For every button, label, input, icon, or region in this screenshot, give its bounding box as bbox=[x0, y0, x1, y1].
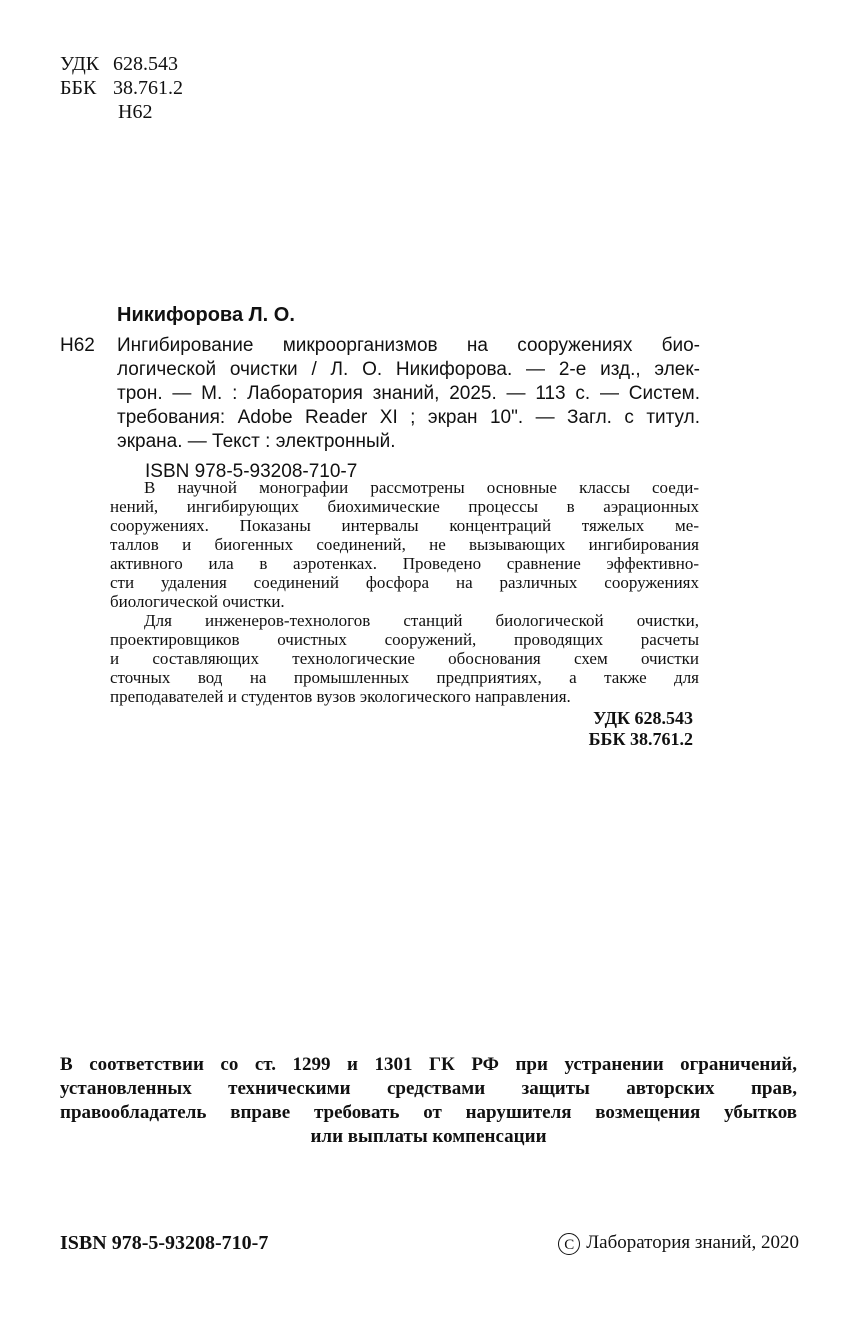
entry-author-mark: Н62 bbox=[60, 335, 95, 356]
annotation-line: сточных вод на промышленных предприятиях, а также для bbox=[110, 668, 699, 687]
annotation-line: проектировщиков очистных сооружений, проводящих расчеты bbox=[110, 630, 699, 649]
bbk-label: ББК bbox=[60, 77, 97, 99]
bibliographic-entry bbox=[60, 334, 700, 454]
entry-line: логической очистки / Л. О. Никифорова. — 2-е изд., элек- bbox=[117, 359, 700, 380]
annotation-line: активного ила в аэротенках. Проведено сравнение эффективно- bbox=[110, 554, 699, 573]
annotation-codes bbox=[110, 708, 699, 750]
annotation-line: сооружениях. Показаны интервалы концентраций тяжелых ме- bbox=[110, 516, 699, 535]
entry-line: трон. — М. : Лаборатория знаний, 2025. — 113 с. — Систем. bbox=[117, 383, 700, 404]
bbk-value: 38.761.2 bbox=[113, 77, 183, 99]
footer-isbn: ISBN 978-5-93208-710-7 bbox=[60, 1232, 269, 1254]
udk-value: 628.543 bbox=[113, 53, 178, 75]
bibliographic-record bbox=[60, 303, 700, 484]
entry-line: Ингибирование микроорганизмов на сооружениях био- bbox=[117, 335, 700, 356]
annotation-bbk: ББК 38.761.2 bbox=[588, 729, 693, 749]
annotation-udk: УДК 628.543 bbox=[593, 708, 693, 728]
entry-line: требования: Adobe Reader XI ; экран 10". — Загл. с титул. bbox=[117, 407, 700, 428]
entry-isbn: ISBN 978-5-93208-710-7 bbox=[145, 461, 358, 482]
udk-label: УДК bbox=[60, 53, 100, 75]
annotation-line: биологической очистки. bbox=[110, 592, 285, 611]
copyright-icon: C bbox=[558, 1233, 580, 1255]
author-name: Никифорова Л. О. bbox=[117, 304, 295, 326]
classification-codes bbox=[60, 52, 183, 124]
notice-line: В соответствии со ст. 1299 и 1301 ГК РФ при устранении ограничений, bbox=[60, 1054, 797, 1075]
notice-line: или выплаты компенсации bbox=[310, 1126, 547, 1147]
annotation-line: Для инженеров-технологов станций биологической очистки, bbox=[144, 611, 699, 630]
footer-copyright bbox=[558, 1232, 799, 1255]
annotation-line: и составляющих технологические обоснования схем очистки bbox=[110, 649, 699, 668]
author-mark: Н62 bbox=[118, 101, 153, 123]
notice-line: установленных техническими средствами защиты авторских прав, bbox=[60, 1078, 797, 1099]
copyright-notice bbox=[60, 1053, 797, 1149]
entry-line: экрана. — Текст : электронный. bbox=[117, 431, 396, 452]
annotation-line: преподавателей и студентов вузов экологического направления. bbox=[110, 687, 571, 706]
annotation-line: В научной монографии рассмотрены основные классы соеди- bbox=[144, 478, 699, 497]
annotation-line: сти удаления соединений фосфора на различных сооружениях bbox=[110, 573, 699, 592]
annotation-line: нений, ингибирующих биохимические процессы в аэрационных bbox=[110, 497, 699, 516]
udk-row bbox=[60, 52, 183, 76]
bbk-row bbox=[60, 76, 183, 100]
annotation bbox=[110, 478, 699, 750]
copyright-text: Лаборатория знаний, 2020 bbox=[586, 1232, 799, 1253]
notice-line: правообладатель вправе требовать от нарушителя возмещения убытков bbox=[60, 1102, 797, 1123]
annotation-line: таллов и биогенных соединений, не вызывающих ингибирования bbox=[110, 535, 699, 554]
